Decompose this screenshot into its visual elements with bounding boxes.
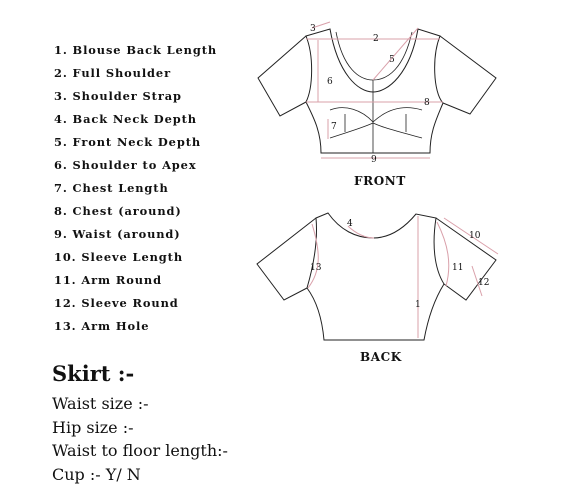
- marker-3: 3: [310, 24, 316, 34]
- measurement-item-waist-around: 9. Waist (around): [54, 227, 181, 241]
- front-measure-numbers: [310, 24, 430, 165]
- measurement-item-blouse-back-length: 1. Blouse Back Length: [54, 43, 218, 57]
- blouse-front-view: [258, 29, 496, 153]
- marker-2: 2: [373, 34, 379, 44]
- marker-9: 9: [371, 155, 377, 165]
- measurement-item-sleeve-length: 10. Sleeve Length: [54, 250, 184, 264]
- skirt-field-waist-size: Waist size :-: [52, 394, 149, 413]
- blouse-back-view: [257, 213, 496, 340]
- marker-4: 4: [347, 219, 353, 229]
- marker-11: 11: [452, 263, 464, 273]
- measurement-item-chest-around: 8. Chest (around): [54, 204, 182, 218]
- marker-1: 1: [415, 300, 421, 310]
- skirt-field-list: [52, 393, 228, 487]
- marker-12: 12: [478, 278, 490, 288]
- measurement-item-back-neck-depth: 4. Back Neck Depth: [54, 112, 197, 126]
- marker-7: 7: [331, 122, 337, 132]
- measurement-item-shoulder-strap: 3. Shoulder Strap: [54, 89, 182, 103]
- measurement-item-front-neck-depth: 5. Front Neck Depth: [54, 135, 202, 149]
- measurement-item-chest-length: 7. Chest Length: [54, 181, 169, 195]
- back-measure-numbers: [310, 219, 489, 310]
- measurement-item-arm-hole: 13. Arm Hole: [54, 319, 150, 333]
- measurement-item-shoulder-to-apex: 6. Shoulder to Apex: [54, 158, 197, 172]
- marker-6: 6: [327, 77, 333, 87]
- skirt-heading: Skirt :-: [52, 361, 135, 386]
- front-view-label: FRONT: [354, 174, 406, 188]
- back-view-label: BACK: [360, 350, 402, 364]
- skirt-field-waist-to-floor: Waist to floor length:-: [52, 441, 228, 460]
- measurement-item-full-shoulder: 2. Full Shoulder: [54, 66, 171, 80]
- marker-5: 5: [389, 55, 395, 65]
- measurement-item-arm-round: 11. Arm Round: [54, 273, 162, 287]
- marker-10: 10: [469, 231, 481, 241]
- skirt-field-hip-size: Hip size :-: [52, 417, 134, 437]
- skirt-field-cup: Cup :- Y/ N: [52, 464, 141, 484]
- marker-8: 8: [424, 98, 430, 108]
- measurement-item-sleeve-round: 12. Sleeve Round: [54, 296, 179, 310]
- marker-13: 13: [310, 263, 322, 273]
